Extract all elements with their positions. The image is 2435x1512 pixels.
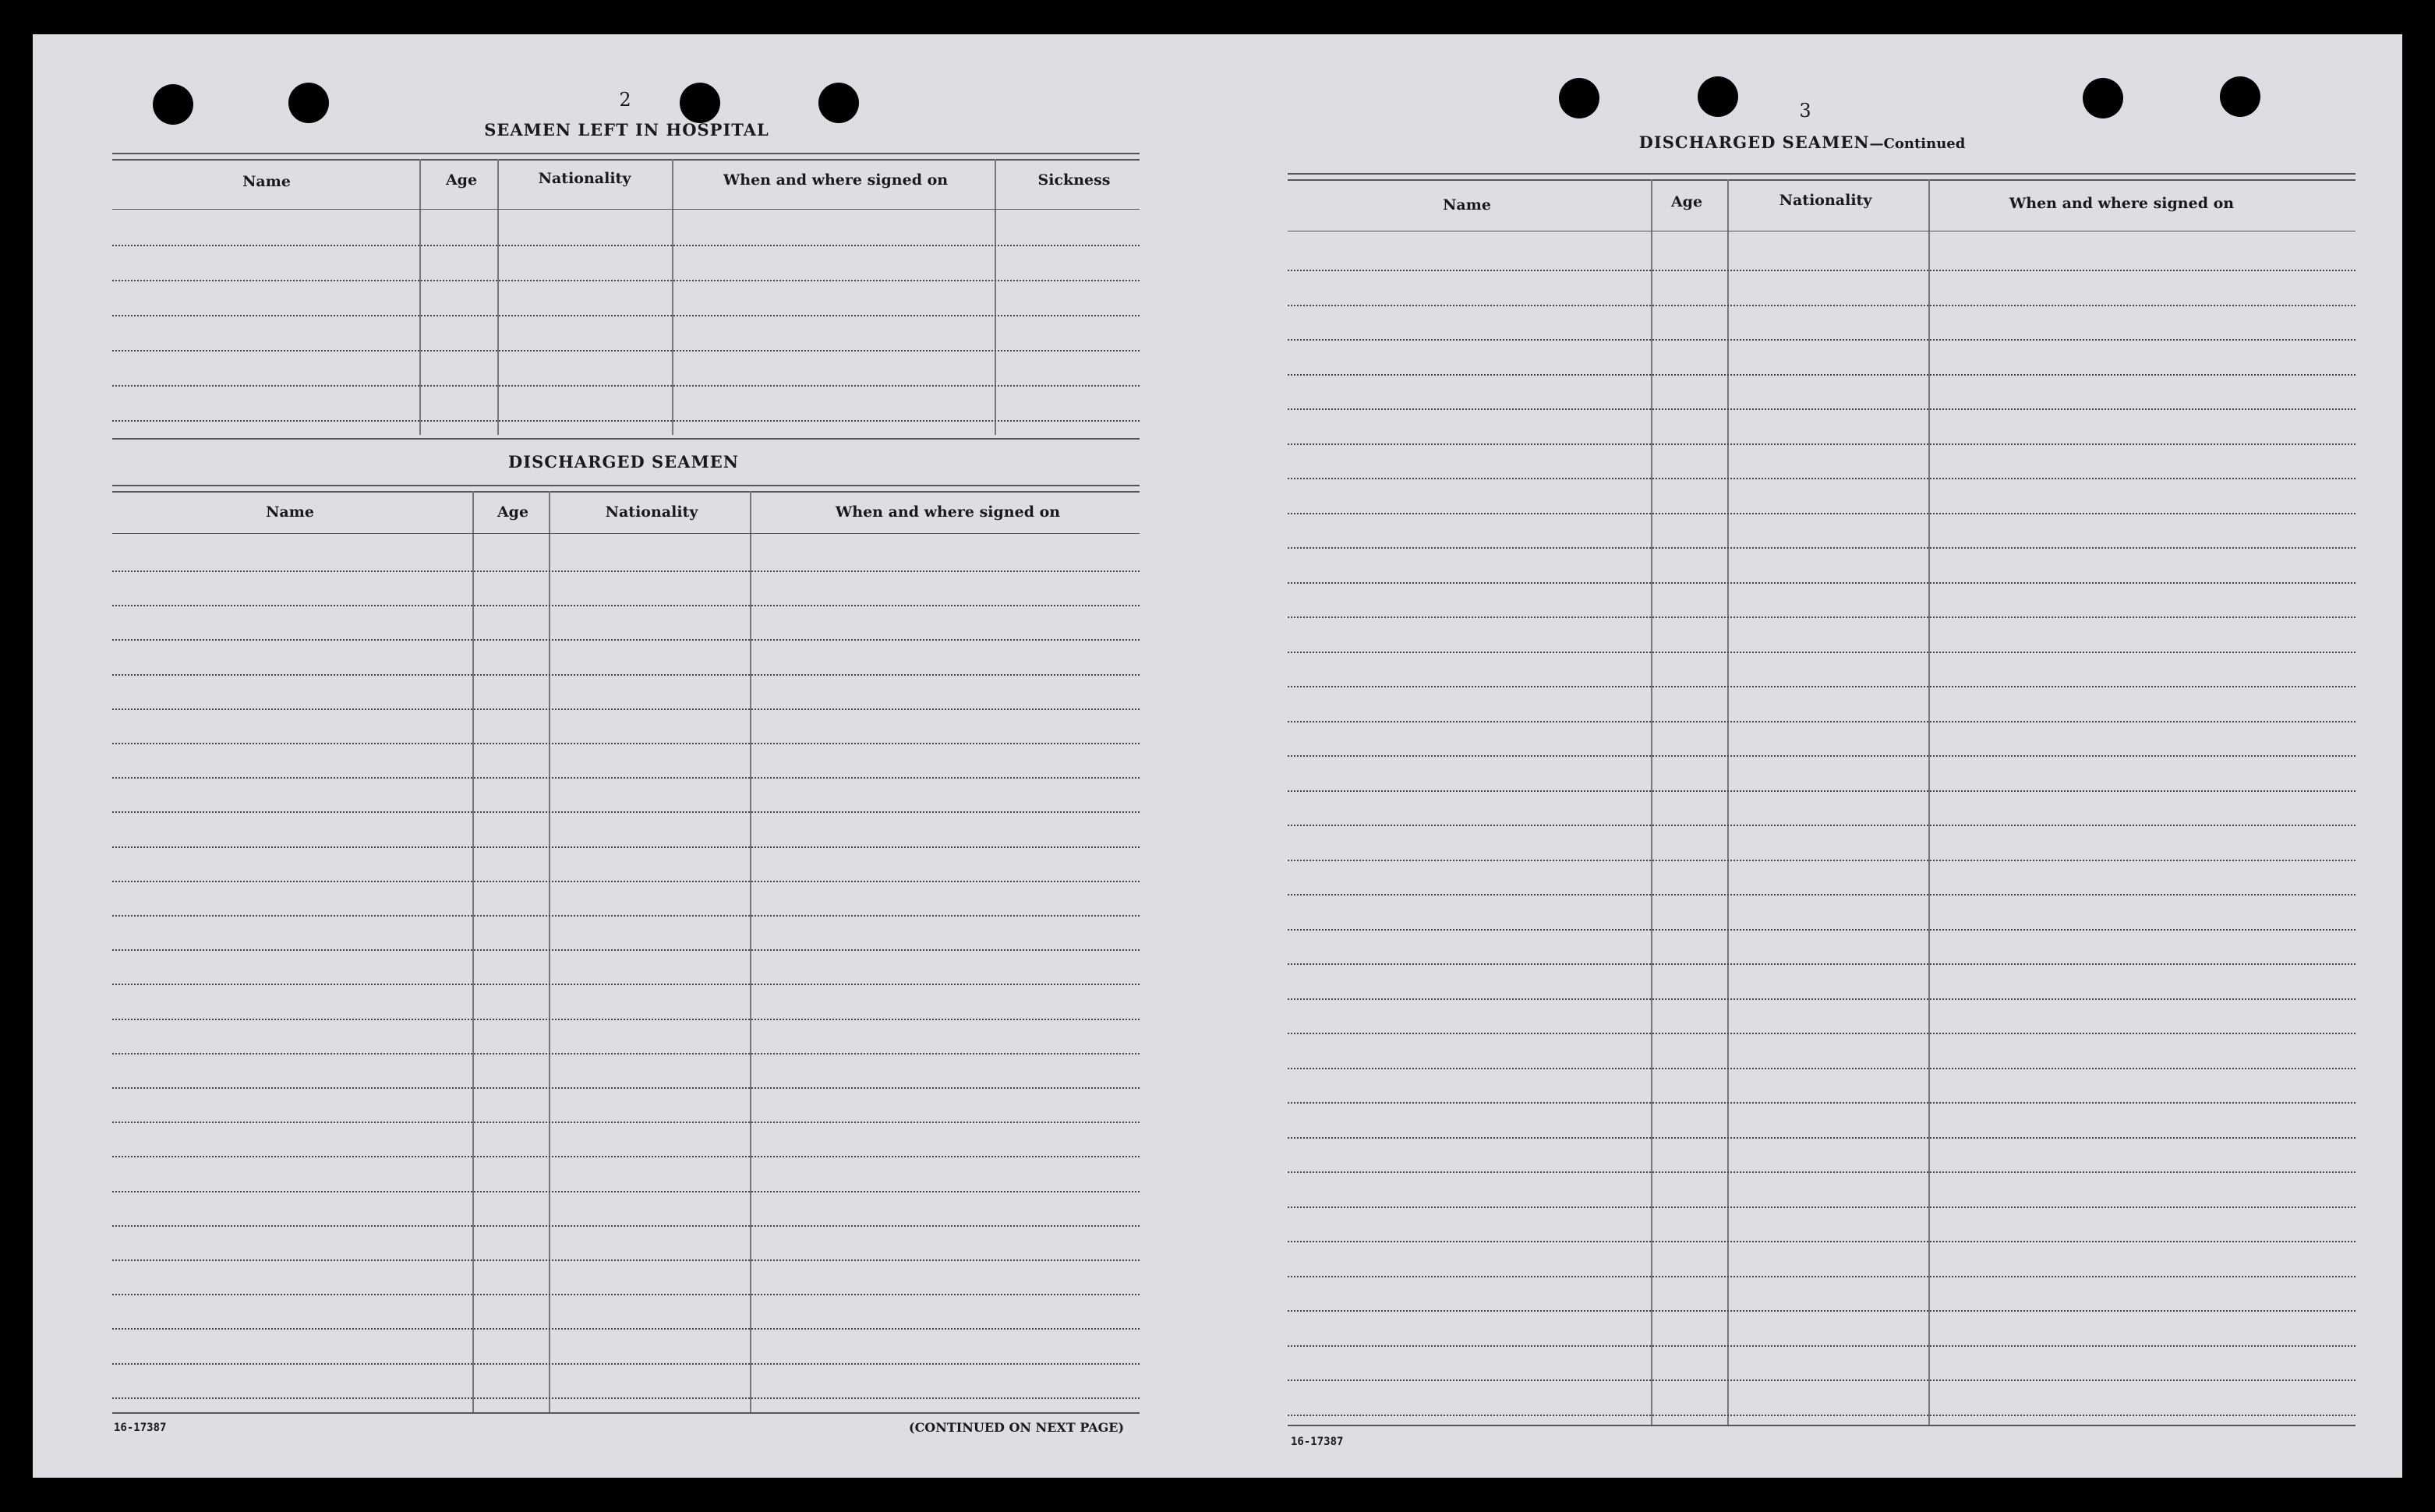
blank-entry-row — [112, 1328, 1140, 1330]
punch-hole — [2083, 78, 2123, 118]
column-header-nationality: Nationality — [538, 170, 631, 187]
blank-entry-row — [1288, 1415, 2355, 1416]
blank-entry-row — [112, 674, 1140, 676]
column-divider — [672, 159, 673, 435]
column-divider — [549, 491, 550, 1412]
blank-entry-row — [112, 984, 1140, 985]
table-top-rule — [112, 153, 1140, 154]
blank-entry-row — [112, 915, 1140, 917]
blank-entry-row — [1288, 1345, 2355, 1347]
page-number: 3 — [1799, 100, 1811, 122]
column-header-name: Name — [1443, 196, 1491, 214]
blank-entry-row — [112, 605, 1140, 606]
blank-entry-row — [1288, 270, 2355, 271]
blank-entry-row — [112, 846, 1140, 848]
blank-entry-row — [112, 315, 1140, 316]
blank-entry-row — [112, 350, 1140, 352]
blank-entry-row — [1288, 652, 2355, 653]
table-top-rule — [112, 491, 1140, 493]
blank-entry-row — [1288, 1033, 2355, 1034]
blank-entry-row — [1288, 894, 2355, 896]
column-divider — [472, 491, 474, 1412]
form-number: 16-17387 — [1291, 1436, 1344, 1448]
table-top-rule — [1288, 173, 2355, 175]
blank-entry-row — [112, 777, 1140, 779]
punch-hole — [153, 84, 193, 125]
blank-entry-row — [1288, 686, 2355, 687]
punch-hole — [1698, 76, 1738, 117]
blank-entry-row — [1288, 755, 2355, 757]
punch-hole — [818, 83, 859, 123]
discharged-continued-title — [1639, 132, 1966, 152]
column-divider — [419, 159, 421, 435]
blank-entry-row — [1288, 963, 2355, 965]
punch-hole — [288, 83, 329, 123]
blank-entry-row — [112, 708, 1140, 710]
column-divider — [750, 491, 751, 1412]
table-top-rule — [1288, 179, 2355, 181]
column-divider — [995, 159, 996, 435]
form-number: 16-17387 — [114, 1422, 167, 1434]
header-underline — [112, 209, 1140, 210]
blank-entry-row — [1288, 1068, 2355, 1069]
blank-entry-row — [1288, 339, 2355, 341]
blank-entry-row — [112, 1259, 1140, 1261]
table-bottom-rule — [1288, 1425, 2355, 1426]
blank-entry-row — [1288, 1380, 2355, 1381]
header-underline — [112, 533, 1140, 534]
column-header-signed-on: When and where signed on — [723, 171, 949, 189]
punch-hole — [1559, 78, 1599, 118]
blank-entry-row — [1288, 1137, 2355, 1139]
continued-note: (CONTINUED ON NEXT PAGE) — [909, 1420, 1125, 1435]
column-header-sickness: Sickness — [1037, 171, 1111, 189]
blank-entry-row — [1288, 860, 2355, 861]
blank-entry-row — [1288, 513, 2355, 514]
blank-entry-row — [112, 1191, 1140, 1192]
column-header-name: Name — [266, 503, 314, 521]
column-header-name: Name — [242, 173, 291, 190]
blank-entry-row — [112, 1225, 1140, 1227]
section-divider — [112, 438, 1140, 440]
hospital-section-title: SEAMEN LEFT IN HOSPITAL — [484, 120, 769, 140]
blank-entry-row — [112, 571, 1140, 572]
column-header-age: Age — [1670, 193, 1703, 210]
blank-entry-row — [112, 1294, 1140, 1295]
column-header-signed-on: When and where signed on — [2009, 195, 2235, 212]
blank-entry-row — [112, 743, 1140, 744]
blank-entry-row — [1288, 1310, 2355, 1312]
blank-entry-row — [1288, 929, 2355, 931]
blank-entry-row — [1288, 1171, 2355, 1173]
blank-entry-row — [112, 1397, 1140, 1399]
blank-entry-row — [1288, 825, 2355, 826]
blank-entry-row — [1288, 547, 2355, 549]
blank-entry-row — [1288, 582, 2355, 584]
blank-entry-row — [1288, 790, 2355, 792]
punch-hole — [680, 83, 720, 123]
blank-entry-row — [1288, 1241, 2355, 1242]
blank-entry-row — [112, 1087, 1140, 1089]
blank-entry-row — [112, 1019, 1140, 1020]
table-bottom-rule — [112, 1412, 1140, 1414]
document-sheet — [33, 34, 2402, 1478]
blank-entry-row — [1288, 1102, 2355, 1104]
blank-entry-row — [112, 881, 1140, 882]
column-divider — [1727, 179, 1729, 1425]
blank-entry-row — [1288, 478, 2355, 479]
column-header-signed-on: When and where signed on — [835, 503, 1061, 521]
table-top-rule — [112, 159, 1140, 161]
blank-entry-row — [112, 639, 1140, 641]
title-main: DISCHARGED SEAMEN — [1638, 132, 1870, 152]
column-divider — [497, 159, 499, 435]
column-header-nationality: Nationality — [605, 503, 698, 521]
blank-entry-row — [112, 1053, 1140, 1055]
blank-entry-row — [1288, 616, 2355, 618]
blank-entry-row — [112, 1122, 1140, 1123]
blank-entry-row — [1288, 721, 2355, 722]
blank-entry-row — [1288, 1276, 2355, 1277]
blank-entry-row — [112, 1363, 1140, 1365]
blank-entry-row — [112, 811, 1140, 813]
page-number: 2 — [619, 89, 631, 111]
blank-entry-row — [112, 385, 1140, 387]
column-divider — [1651, 179, 1652, 1425]
blank-entry-row — [1288, 374, 2355, 376]
blank-entry-row — [112, 245, 1140, 246]
blank-entry-row — [112, 1156, 1140, 1157]
blank-entry-row — [112, 949, 1140, 951]
discharged-section-title: DISCHARGED SEAMEN — [508, 452, 739, 472]
punch-hole — [2220, 76, 2260, 117]
column-header-nationality: Nationality — [1779, 192, 1872, 209]
column-header-age: Age — [445, 171, 478, 189]
blank-entry-row — [1288, 1206, 2355, 1208]
blank-entry-row — [1288, 408, 2355, 410]
blank-entry-row — [112, 420, 1140, 422]
column-divider — [1928, 179, 1930, 1425]
blank-entry-row — [1288, 443, 2355, 445]
blank-entry-row — [112, 280, 1140, 281]
title-suffix: —Continued — [1869, 136, 1966, 152]
column-header-age: Age — [497, 503, 529, 521]
blank-entry-row — [1288, 998, 2355, 1000]
blank-entry-row — [1288, 305, 2355, 306]
table-top-rule — [112, 485, 1140, 486]
